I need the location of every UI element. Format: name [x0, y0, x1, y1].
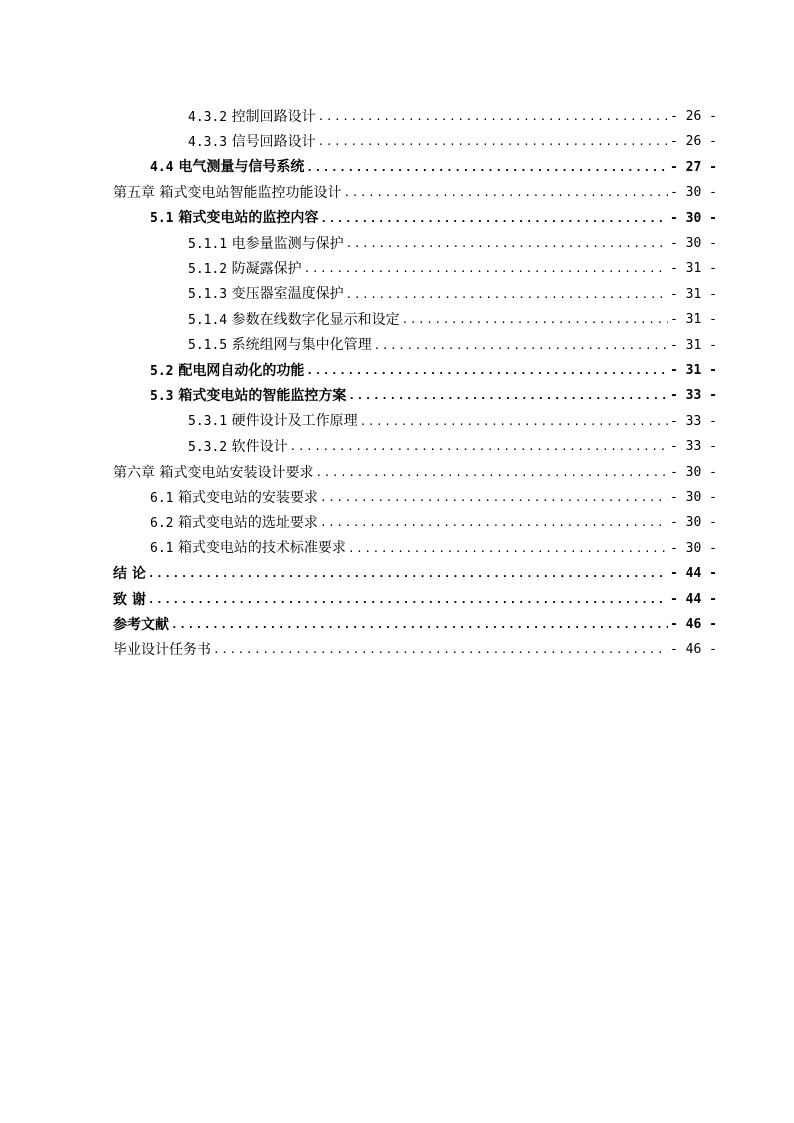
leader-dots [171, 614, 668, 636]
toc-entry[interactable] [113, 462, 717, 484]
toc-entry-number: 5.1.5 [188, 338, 228, 354]
toc-entry-page: - 30 - [670, 490, 717, 505]
toc-entry[interactable] [150, 208, 717, 230]
toc-entry-page: - 30 - [670, 236, 717, 251]
toc-entry-page: - 30 - [670, 540, 717, 556]
toc-entry-title: 控制回路设计 [231, 108, 316, 125]
leader-dots [320, 487, 668, 509]
toc-entry-number: 5.1.2 [188, 261, 228, 277]
toc-entry-page: - 46 - [670, 642, 717, 658]
leader-dots [343, 182, 668, 204]
toc-entry-page: - 31 - [670, 261, 717, 277]
toc-entry-number: 4.3.2 [188, 109, 228, 125]
leader-dots [315, 462, 668, 484]
toc-entry-number: 5.3.2 [188, 439, 228, 455]
toc-entry[interactable] [113, 589, 717, 611]
leader-dots [402, 309, 668, 331]
toc-entry[interactable] [188, 411, 717, 433]
toc-entry-title: 箱式变电站的选址要求 [177, 514, 318, 531]
toc-entry[interactable] [188, 106, 717, 128]
leader-dots [306, 157, 668, 179]
toc-entry-title: 信号回路设计 [231, 133, 316, 150]
toc-entry-page: - 30 - [670, 185, 717, 201]
toc-entry-number: 5.3.1 [188, 414, 228, 430]
toc-entry-number: 6.1 [150, 541, 174, 557]
toc-entry-title: 结 论 [113, 566, 146, 583]
toc-entry-page: - 44 - [670, 566, 717, 582]
leader-dots [346, 233, 668, 255]
toc-entry[interactable] [113, 182, 717, 204]
toc-entry-page: - 31 - [670, 337, 717, 353]
toc-entry[interactable] [188, 335, 717, 357]
toc-entry-number: 5.1 [150, 211, 174, 227]
toc-entry-title: 致 谢 [113, 591, 146, 608]
toc-entry[interactable] [113, 639, 717, 661]
toc-entry[interactable] [150, 385, 717, 407]
toc-entry[interactable] [150, 512, 717, 534]
toc-entry-page: - 26 - [670, 109, 717, 124]
toc-entry[interactable] [188, 309, 717, 331]
toc-entry-number: 4.4 [150, 160, 174, 176]
toc-entry-page: - 31 - [670, 363, 717, 378]
leader-dots [318, 131, 668, 153]
toc-entry-page: - 30 - [670, 515, 717, 531]
toc-entry-page: - 44 - [670, 591, 717, 607]
leader-dots [213, 639, 668, 661]
leader-dots [148, 563, 668, 585]
toc-entry-title: 电气测量与信号系统 [178, 159, 305, 176]
toc-entry-title: 毕业设计任务书 [113, 642, 211, 659]
toc-entry-number: 4.3.3 [188, 134, 228, 150]
toc-entry-page: - 26 - [670, 134, 717, 150]
toc-entry-title: 箱式变电站的智能监控方案 [178, 387, 347, 404]
toc-entry[interactable] [150, 538, 717, 560]
toc-entry-number: 6.1 [150, 490, 174, 506]
toc-entry[interactable] [150, 157, 717, 179]
toc-entry[interactable] [188, 131, 717, 153]
toc-entry-title: 参考文献 [113, 617, 169, 633]
toc-entry-number: 6.2 [150, 515, 174, 531]
leader-dots [320, 208, 668, 230]
toc-entry-page: - 46 - [670, 617, 717, 632]
leader-dots [346, 284, 668, 306]
toc-entry-page: - 31 - [670, 286, 717, 302]
leader-dots [374, 335, 668, 357]
toc-entry-title: 箱式变电站的监控内容 [178, 210, 319, 227]
toc-entry-page: - 31 - [670, 312, 717, 328]
toc-entry-title: 第六章 箱式变电站安装设计要求 [113, 464, 314, 481]
toc-entry-title: 箱式变电站的安装要求 [177, 489, 318, 506]
toc-entry[interactable] [113, 563, 717, 585]
toc-entry-title: 配电网自动化的功能 [178, 362, 305, 379]
toc-entry-page: - 27 - [670, 159, 717, 175]
toc-entry[interactable] [188, 436, 717, 458]
toc-entry-page: - 30 - [670, 464, 717, 480]
toc-entry-number: 5.3 [150, 388, 174, 404]
toc-entry-title: 系统组网与集中化管理 [231, 337, 372, 354]
toc-entry-number: 5.1.1 [188, 236, 228, 252]
toc-entry[interactable] [113, 614, 717, 636]
toc-entry[interactable] [150, 487, 717, 509]
toc-entry-page: - 33 - [670, 388, 717, 404]
toc-entry-page: - 30 - [670, 210, 717, 226]
toc-entry[interactable] [188, 284, 717, 306]
leader-dots [348, 385, 668, 407]
leader-dots [304, 258, 668, 280]
leader-dots [148, 589, 668, 611]
leader-dots [306, 360, 668, 382]
leader-dots [290, 436, 668, 458]
toc-entry-title: 硬件设计及工作原理 [231, 413, 358, 430]
toc-entry-page: - 33 - [670, 413, 717, 429]
toc-entry-title: 参数在线数字化显示和设定 [231, 311, 400, 328]
toc-entry-title: 变压器室温度保护 [231, 286, 344, 303]
leader-dots [348, 538, 668, 560]
toc-entry-title: 第五章 箱式变电站智能监控功能设计 [113, 185, 342, 202]
toc-entry-title: 防凝露保护 [231, 260, 302, 277]
toc-entry-title: 软件设计 [231, 438, 288, 455]
leader-dots [318, 106, 668, 128]
toc-entry-page: - 33 - [670, 439, 717, 455]
toc-entry[interactable] [188, 258, 717, 280]
toc-entry-title: 箱式变电站的技术标准要求 [177, 540, 346, 557]
toc-entry-number: 5.2 [150, 363, 174, 379]
toc-entry-number: 5.1.4 [188, 312, 228, 328]
toc-entry-title: 电参量监测与保护 [231, 235, 344, 252]
toc-entry[interactable] [188, 233, 717, 255]
leader-dots [320, 512, 668, 534]
toc-entry-number: 5.1.3 [188, 287, 228, 303]
toc-entry[interactable] [150, 360, 717, 382]
leader-dots [360, 411, 668, 433]
